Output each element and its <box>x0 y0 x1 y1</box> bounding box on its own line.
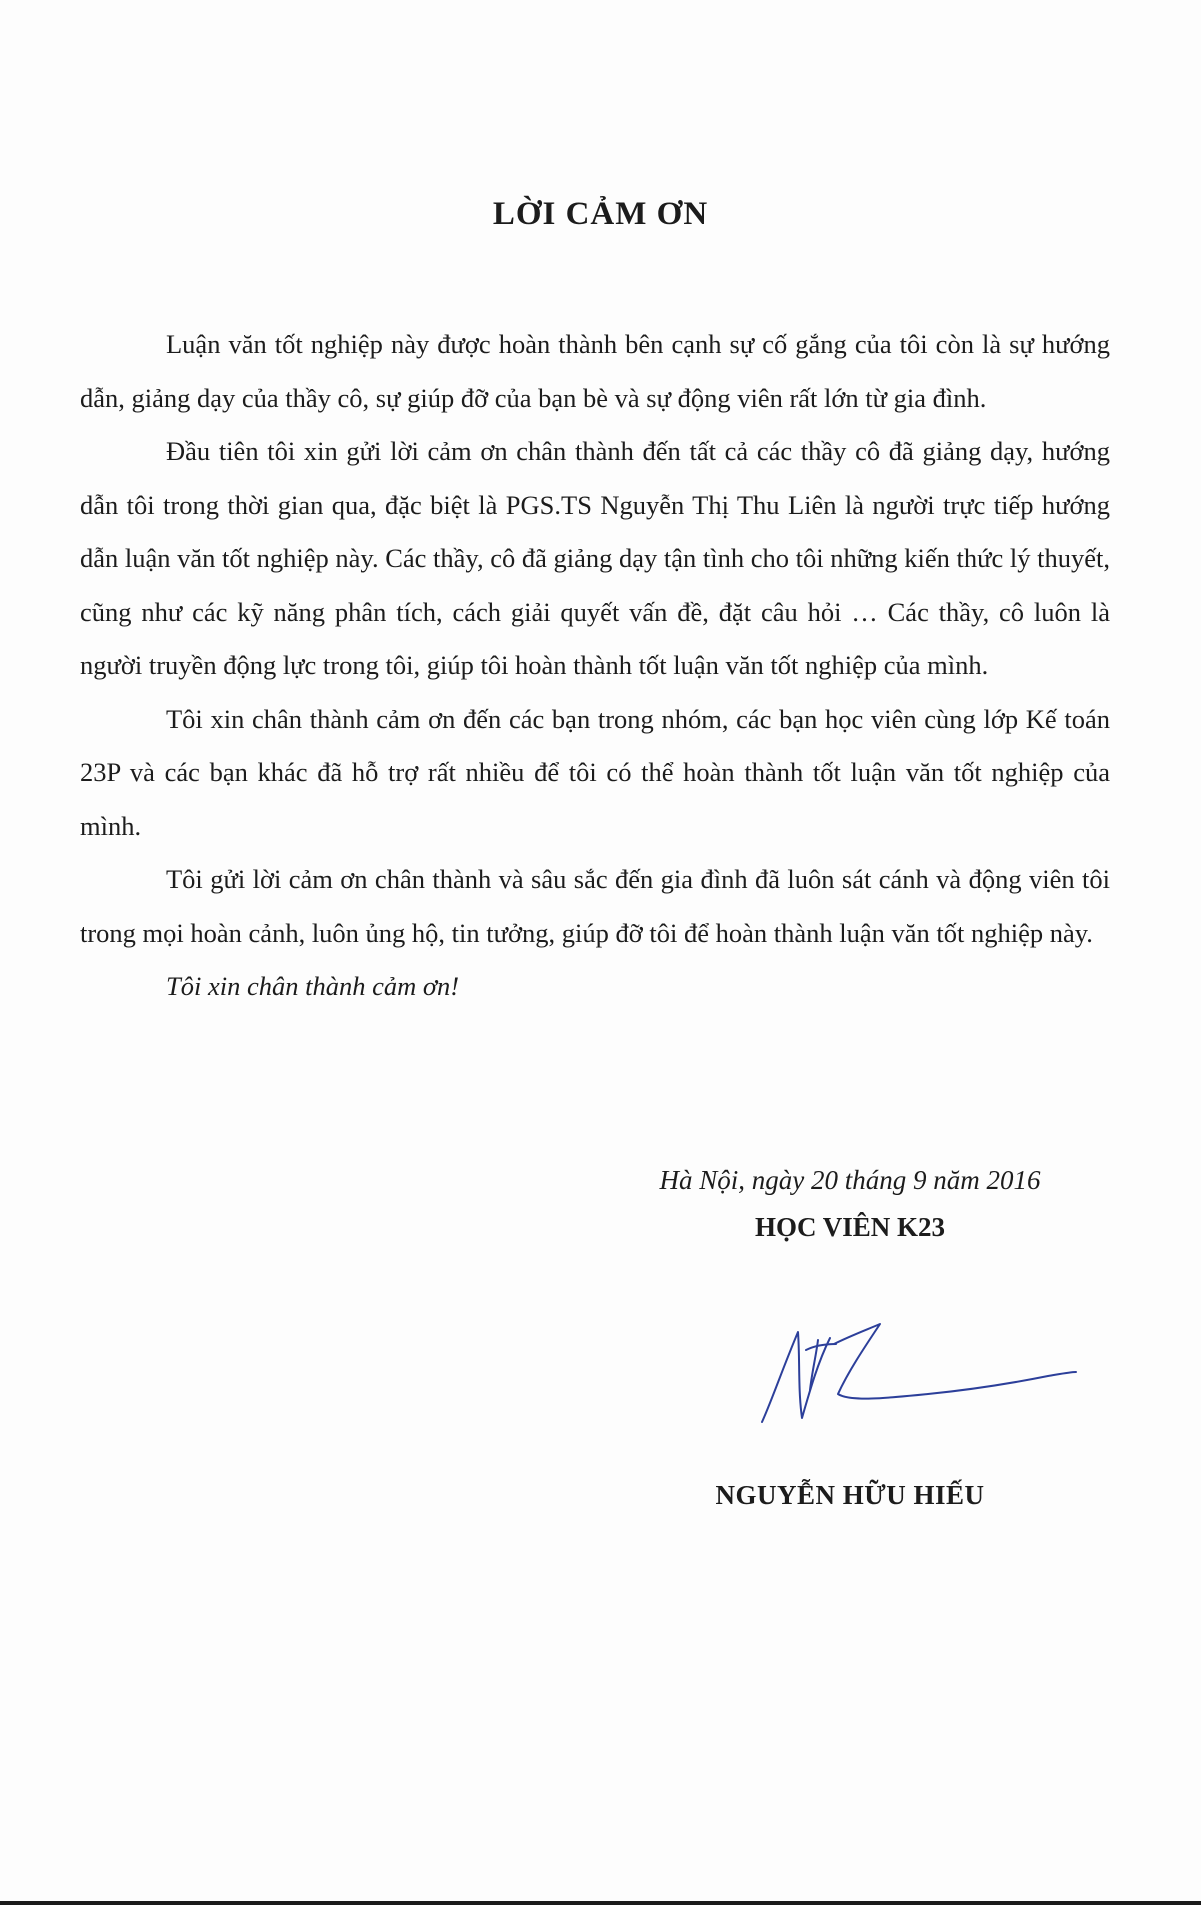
student-role: HỌC VIÊN K23 <box>754 1212 946 1242</box>
student-name: NGUYỄN HỮU HIẾU <box>715 1480 985 1510</box>
page-title: LỜI CẢM ƠN <box>492 196 709 232</box>
paragraph-1: Luận văn tốt nghiệp này được hoàn thành bên cạnh sự cố gắng của tôi còn là sự hướng dẫn, giảng dạy của thầy cô, sự giúp đỡ của bạn bè và sự động viên rất lớn từ gia đình. <box>80 329 1110 413</box>
paragraph-4: Tôi gửi lời cảm ơn chân thành và sâu sắc đến gia đình đã luôn sát cánh và động viên tôi trong mọi hoàn cảnh, luôn ủng hộ, tin tưởng, giúp đỡ tôi để hoàn thành luận văn tốt nghiệp này. <box>80 864 1110 948</box>
place-date: Hà Nội, ngày 20 tháng 9 năm 2016 <box>659 1165 1041 1195</box>
closing-line: Tôi xin chân thành cảm ơn! <box>166 971 460 1001</box>
acknowledgement-body <box>80 318 1110 1014</box>
handwritten-signature <box>758 1310 1078 1430</box>
paragraph-3: Tôi xin chân thành cảm ơn đến các bạn trong nhóm, các bạn học viên cùng lớp Kế toán 23P và các bạn khác đã hỗ trợ rất nhiều để tôi có thể hoàn thành tốt luận văn tốt nghiệp của mình. <box>80 703 1110 841</box>
scan-edge-divider <box>0 1901 1201 1905</box>
paragraph-2: Đầu tiên tôi xin gửi lời cảm ơn chân thành đến tất cả các thầy cô đã giảng dạy, hướng dẫn tôi trong thời gian qua, đặc biệt là PGS.TS Nguyễn Thị Thu Liên là người trực tiếp hướng dẫn luận văn tốt nghiệp này. Các thầy, cô đã giảng dạy tận tình cho tôi những kiến thức lý thuyết, cũng như các kỹ năng phân tích, cách giải quyết vấn đề, đặt câu hỏi … Các thầy, cô luôn là người truyền động lực trong tôi, giúp tôi hoàn thành tốt luận văn tốt nghiệp của mình. <box>80 436 1110 680</box>
